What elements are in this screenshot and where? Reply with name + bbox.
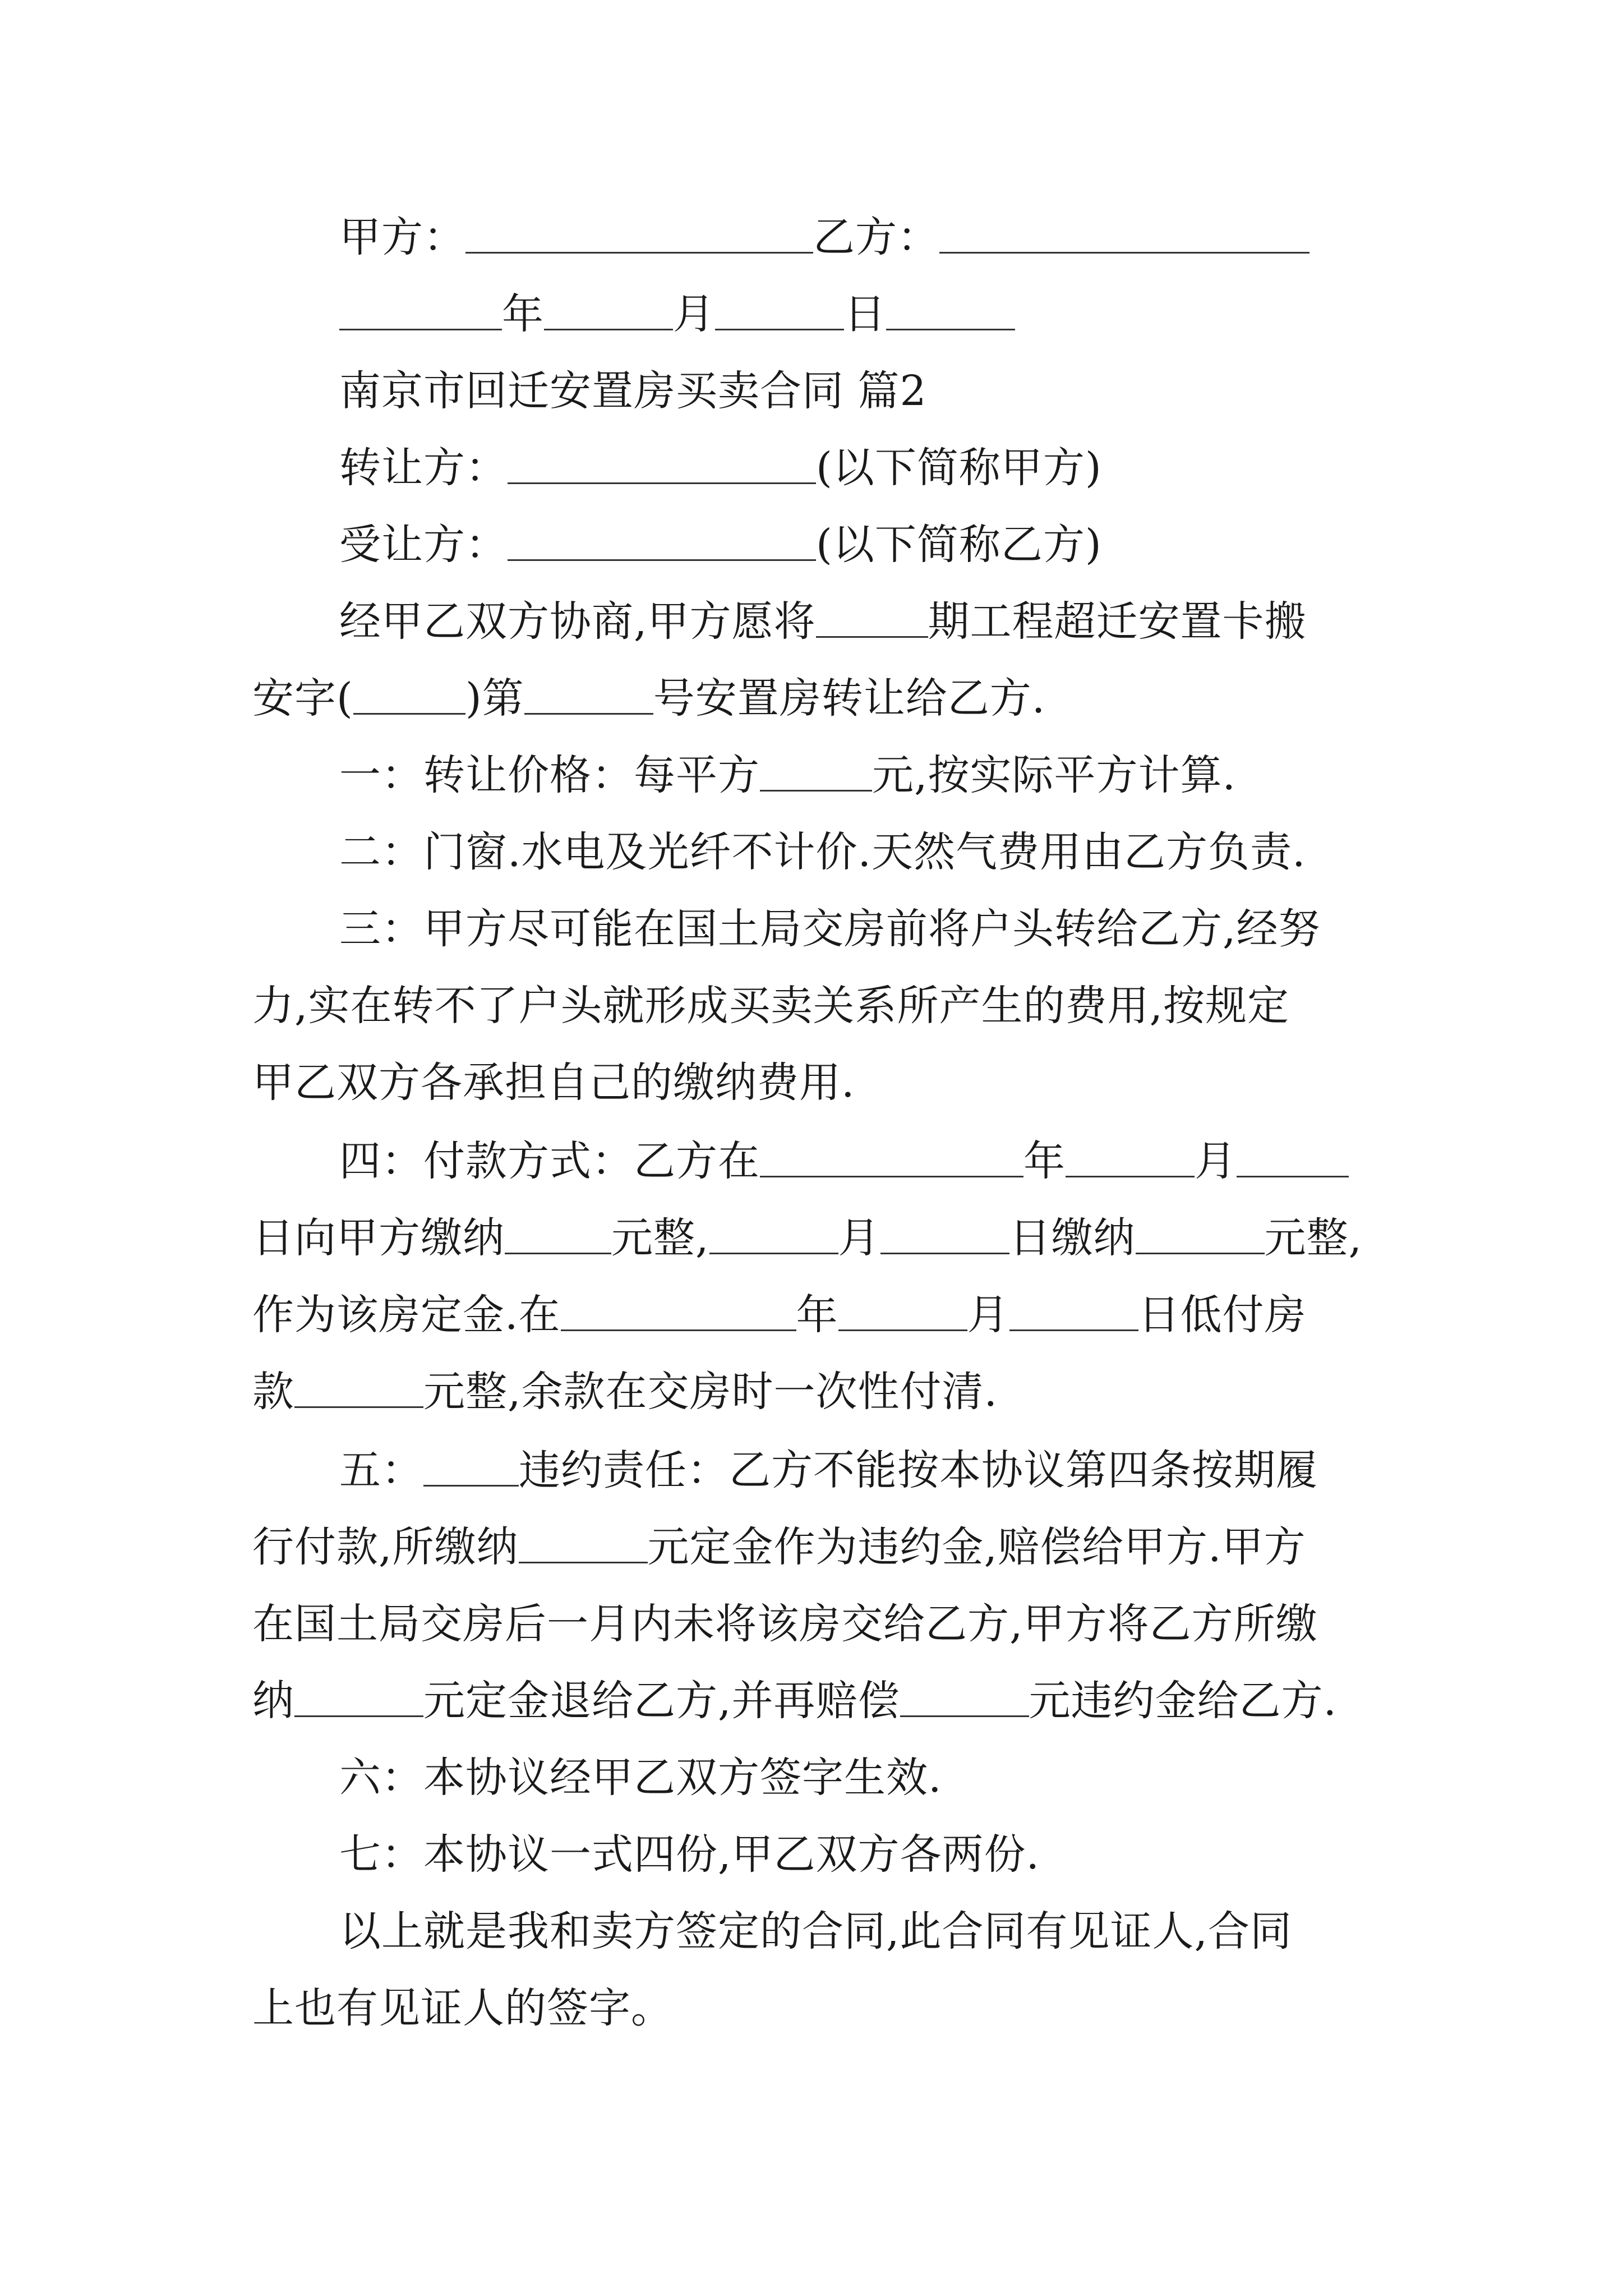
clause-text: 违约责任：乙方不能按本协议第四条按期履	[519, 1446, 1318, 1494]
intro-line-1	[252, 583, 1402, 660]
second-amount-blank	[1136, 1213, 1265, 1254]
signature-parties-line	[252, 199, 1402, 276]
final-year-blank	[561, 1290, 796, 1331]
clause-text: 日缴纳	[1009, 1214, 1136, 1262]
clause-text: 元整,	[1264, 1214, 1363, 1262]
clause-text: 行付款,所缴纳	[252, 1523, 519, 1571]
intro-text: 经甲乙双方协商,甲方愿将	[339, 597, 816, 646]
transferee-note: (以下简称乙方)	[816, 521, 1102, 569]
contract-body	[252, 199, 1402, 2047]
clause-text: 纳	[252, 1677, 294, 1725]
clause-4-line-3	[252, 1277, 1402, 1354]
clause-text: 月	[838, 1214, 880, 1262]
final-amount-blank	[294, 1367, 423, 1408]
pay-day-blank	[1237, 1137, 1349, 1177]
clause-text: 元定金退给乙方,并再赔偿	[423, 1677, 900, 1725]
clause-5-line-1	[252, 1432, 1402, 1509]
final-month-blank	[838, 1290, 967, 1331]
closing-line-1: 以上就是我和卖方签定的合同,此合同有见证人,合同	[339, 1907, 1293, 1955]
party-b-blank	[939, 213, 1310, 254]
intro-line-2	[252, 660, 1402, 737]
transferor-blank	[508, 443, 816, 484]
clause-text: 作为该房定金.在	[252, 1291, 561, 1339]
clause-5-line-2	[252, 1509, 1402, 1586]
clause-text: 日向甲方缴纳	[252, 1214, 505, 1262]
month-blank	[544, 289, 673, 330]
code-blank	[353, 674, 465, 715]
clause-text: 四：付款方式：乙方在	[339, 1137, 760, 1185]
second-day-blank	[880, 1213, 1009, 1254]
transferee-blank	[508, 520, 816, 561]
clause-4-line-2	[252, 1200, 1402, 1277]
clause-3-line-1: 三：甲方尽可能在国土局交房前将户头转给乙方,经努	[339, 905, 1321, 953]
second-month-blank	[709, 1213, 838, 1254]
clause-text: 元整,	[611, 1214, 709, 1262]
clause-5-line-4	[252, 1663, 1402, 1740]
clause-text: 款	[252, 1368, 294, 1416]
clause-6: 六：本协议经甲乙双方签字生效.	[339, 1754, 942, 1802]
intro-text: )第	[465, 674, 524, 723]
price-blank	[760, 751, 872, 792]
clause-text: 月	[967, 1291, 1009, 1339]
clause-4-line-4	[252, 1354, 1402, 1430]
section-title: 南京市回迁安置房买卖合同 篇2	[339, 367, 927, 415]
clause-text: 一：转让价格：每平方	[339, 751, 760, 799]
clause-7: 七：本协议一式四份,甲乙双方各两份.	[339, 1830, 1040, 1879]
closing-line-2: 上也有见证人的签字。	[252, 1984, 673, 2032]
pay-year-blank	[760, 1137, 1023, 1177]
phase-blank	[816, 597, 928, 638]
clause-text: 元定金作为违约金,赔偿给甲方.甲方	[647, 1523, 1306, 1571]
day-label: 日	[844, 290, 886, 338]
transferee-label: 受让方：	[339, 521, 508, 569]
clause-text: 五：	[339, 1446, 423, 1494]
transferor-line	[252, 430, 1402, 507]
deposit-amount-blank	[505, 1213, 611, 1254]
clause-text: 元整,余款在交房时一次性付清.	[423, 1368, 998, 1416]
clause-text: 年	[796, 1291, 838, 1339]
day-blank	[715, 289, 844, 330]
year-label: 年	[502, 290, 544, 338]
transferor-note: (以下简称甲方)	[816, 444, 1102, 492]
clause-3-line-2: 力,实在转不了户头就形成买卖关系所产生的费用,按规定	[252, 982, 1290, 1030]
clause-3-line-3: 甲乙双方各承担自己的缴纳费用.	[252, 1059, 855, 1107]
number-blank	[524, 674, 653, 715]
clause-1	[252, 737, 1402, 814]
clause-text: 日低付房	[1138, 1291, 1307, 1339]
year-blank	[339, 289, 502, 330]
intro-text: 号安置房转让给乙方.	[653, 674, 1046, 723]
clause-text: 年	[1023, 1137, 1066, 1185]
clause-4-line-1	[252, 1123, 1402, 1200]
final-day-blank	[1009, 1290, 1138, 1331]
refund-amount-blank	[294, 1676, 423, 1717]
clause-5-blank	[423, 1446, 519, 1487]
clause-text: 月	[1195, 1137, 1237, 1185]
pay-month-blank	[1066, 1137, 1195, 1177]
party-a-label: 甲方：	[339, 213, 465, 261]
clause-text: 元违约金给乙方.	[1029, 1677, 1338, 1725]
forfeit-amount-blank	[519, 1522, 648, 1563]
clause-2: 二：门窗.水电及光纤不计价.天然气费用由乙方负责.	[339, 828, 1306, 876]
transferor-label: 转让方：	[339, 444, 508, 492]
transferee-line	[252, 507, 1402, 583]
trailing-blank	[886, 289, 1015, 330]
party-a-blank	[465, 213, 813, 254]
intro-text: 期工程超迁安置卡搬	[928, 597, 1307, 646]
intro-text: 安字(	[252, 674, 353, 723]
signature-date-line	[252, 276, 1402, 353]
party-b-label: 乙方：	[813, 213, 939, 261]
clause-5-line-3: 在国土局交房后一月内未将该房交给乙方,甲方将乙方所缴	[252, 1600, 1318, 1648]
penalty-amount-blank	[900, 1676, 1029, 1717]
month-label: 月	[673, 290, 715, 338]
clause-text: 元,按实际平方计算.	[872, 751, 1237, 799]
